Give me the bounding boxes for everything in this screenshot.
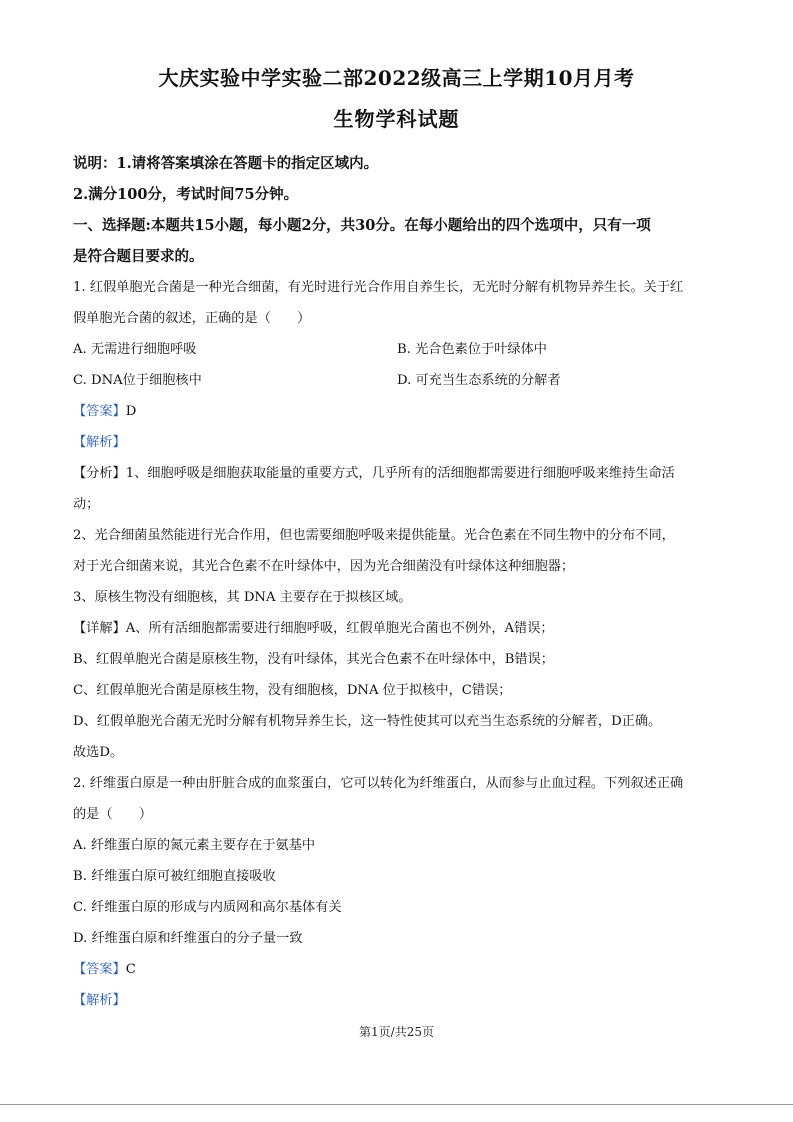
q1-fenxi-line-1 xyxy=(73,458,725,489)
note-line-1: 说明：1.请将答案填涂在答题卡的指定区域内。 xyxy=(73,155,379,172)
q1-fenxi-tag: 【分析】 xyxy=(73,466,126,481)
q1-answer-tag: 【答案】 xyxy=(73,404,126,419)
q2-answer xyxy=(73,954,725,985)
q1-option-c: C. DNA位于细胞核中 xyxy=(73,373,202,388)
q1-option-b: B. 光合色素位于叶绿体中 xyxy=(397,342,547,357)
q1-fenxi-line-3: 2、光合细菌虽然能进行光合作用，但也需要细胞呼吸来提供能量。光合色素在不同生物中的分布不同， xyxy=(73,528,675,543)
q2-stem-line-1: 2. 纤维蛋白原是一种由肝脏合成的血浆蛋白，它可以转化为纤维蛋白，从而参与止血过程。下列叙述正确 xyxy=(73,776,684,791)
q1-options-row-2 xyxy=(73,365,725,396)
q1-stem-line-1: 1. 红假单胞光合菌是一种光合细菌，有光时进行光合作用自养生长，无光时分解有机物异养生长。关于红 xyxy=(73,280,684,295)
q1-answer-value: D xyxy=(125,404,137,419)
q1-conclusion: 故选D。 xyxy=(73,745,124,760)
q2-answer-value: C xyxy=(125,962,136,977)
q1-options-row-1 xyxy=(73,334,725,365)
q1-fenxi-line-5: 3、原核生物没有细胞核，其 DNA 主要存在于拟核区域。 xyxy=(73,590,412,605)
q2-option-a: A. 纤维蛋白原的氮元素主要存在于氨基中 xyxy=(73,838,316,853)
exam-subtitle: 生物学科试题 xyxy=(333,107,460,131)
q1-fenxi-line-4: 对于光合细菌来说，其光合色素不在叶绿体中，因为光合细菌没有叶绿体这种细胞器； xyxy=(73,559,575,574)
q1-detail-line-2: B、红假单胞光合菌是原核生物，没有叶绿体，其光合色素不在叶绿体中，B错误； xyxy=(73,652,554,667)
q2-option-c: C. 纤维蛋白原的形成与内质网和高尔基体有关 xyxy=(73,900,342,915)
document-body xyxy=(73,148,725,1016)
q1-fenxi-text-1: 1、细胞呼吸是细胞获取能量的重要方式，几乎所有的活细胞都需要进行细胞呼吸来维持生命活 xyxy=(125,466,675,481)
q2-analysis-tag: 【解析】 xyxy=(73,993,126,1008)
q1-detail-line-4: D、红假单胞光合菌无光时分解有机物异养生长，这一特性使其可以充当生态系统的分解者，D正确。 xyxy=(73,714,662,729)
section-heading-line-2: 是符合题目要求的。 xyxy=(73,248,204,265)
q1-detail-line-3: C、红假单胞光合菌是原核生物，没有细胞核，DNA 位于拟核中，C错误； xyxy=(73,683,512,698)
q2-stem-line-2: 的是（ ） xyxy=(73,807,153,822)
exam-title: 大庆实验中学实验二部2022级高三上学期10月月考 xyxy=(158,66,635,90)
q2-answer-tag: 【答案】 xyxy=(73,962,126,977)
q1-stem-line-2: 假单胞光合菌的叙述，正确的是（ ） xyxy=(73,311,311,326)
page-divider xyxy=(0,1104,793,1105)
q1-analysis xyxy=(73,427,725,458)
q2-option-b: B. 纤维蛋白原可被红细胞直接吸收 xyxy=(73,869,276,884)
q1-fenxi-line-2: 动； xyxy=(73,497,100,512)
q1-detail-tag: 【详解】 xyxy=(73,621,126,636)
section-heading-line-1: 一、选择题:本题共15小题，每小题2分，共30分。在每小题给出的四个选项中，只有一项 xyxy=(73,217,651,234)
q1-detail-text-1: A、所有活细胞都需要进行细胞呼吸，红假单胞光合菌也不例外，A错误； xyxy=(125,621,554,636)
q1-answer xyxy=(73,396,725,427)
q1-option-d: D. 可充当生态系统的分解者 xyxy=(397,373,561,388)
q1-analysis-tag: 【解析】 xyxy=(73,435,126,450)
q1-detail-line-1 xyxy=(73,613,725,644)
note-line-2: 2.满分100分，考试时间75分钟。 xyxy=(73,186,299,203)
q2-analysis xyxy=(73,985,725,1016)
q2-option-d: D. 纤维蛋白原和纤维蛋白的分子量一致 xyxy=(73,931,303,946)
q1-option-a: A. 无需进行细胞呼吸 xyxy=(73,342,197,357)
page-number: 第1页/共25页 xyxy=(359,1025,434,1039)
